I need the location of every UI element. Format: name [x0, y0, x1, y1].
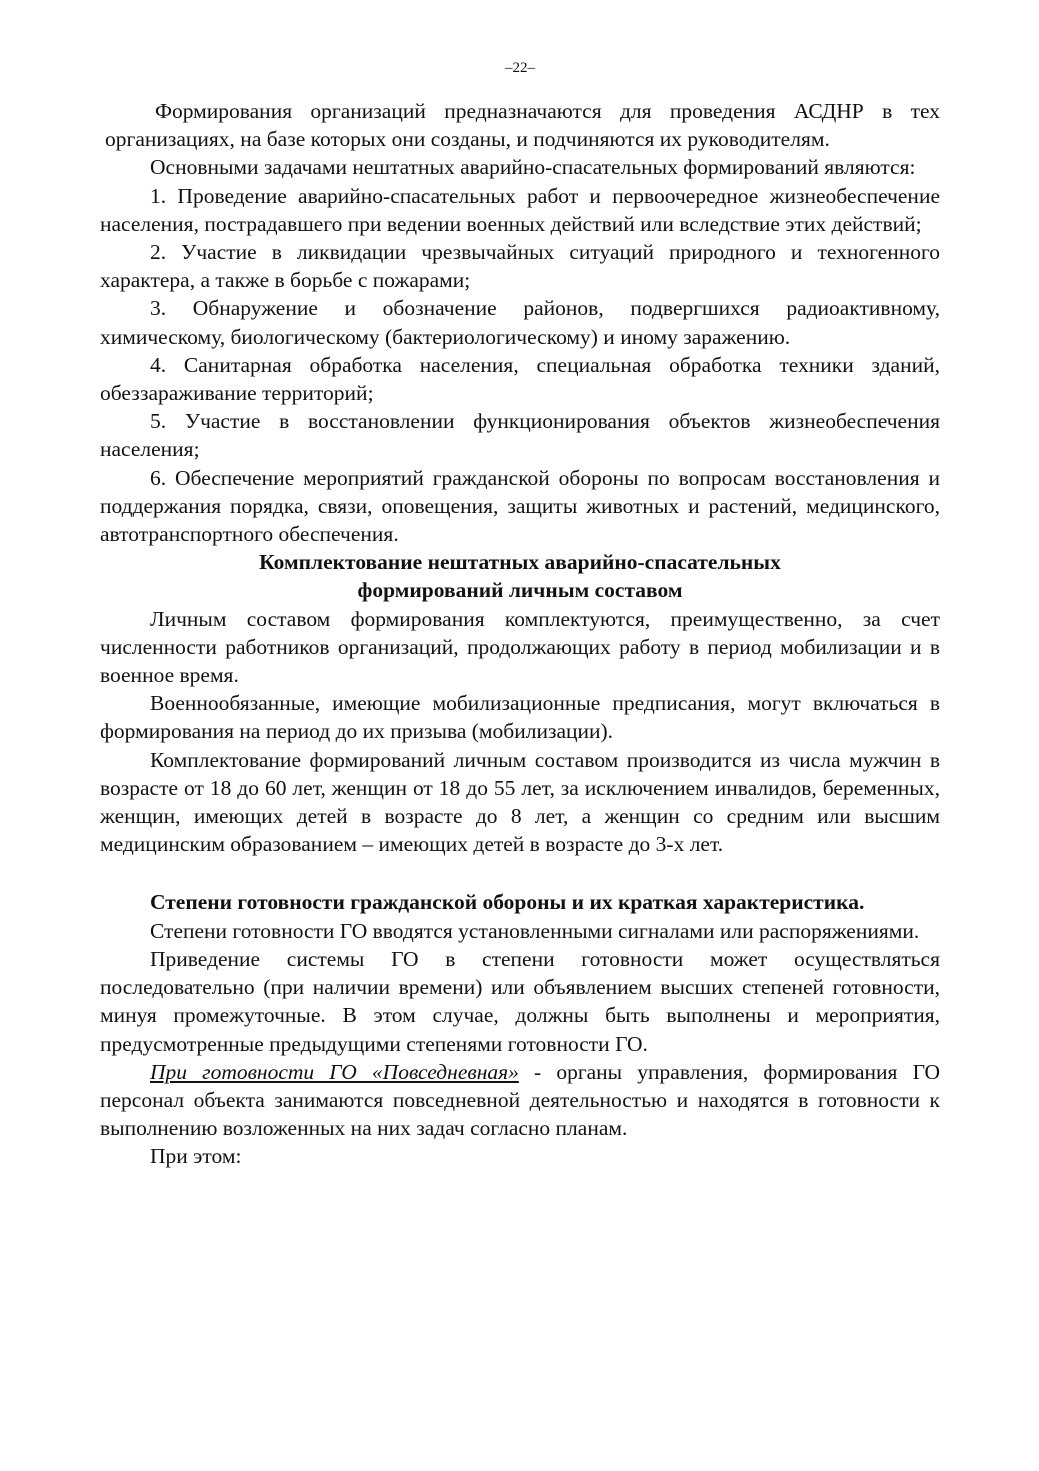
daily-readiness-label: При готовности ГО «Повседневная» — [150, 1059, 519, 1084]
paragraph-readiness-signals: Степени готовности ГО вводятся установленными сигналами или распоряжениями. — [150, 918, 920, 943]
list-item-task-3: 3. Обнаружение и обозначение районов, подвергшихся радиоактивному, химическому, биологическому (бактериологическому) и иному заражению. — [100, 296, 940, 349]
list-item-task-6: 6. Обеспечение мероприятий гражданской обороны по вопросам восстановления и поддержания порядка, связи, оповещения, защиты животных и растений, медицинского, автотранспортного обеспечения. — [100, 465, 940, 547]
section-heading-staffing-line1: Комплектование нештатных аварийно-спасательных — [259, 550, 781, 575]
document-page — [100, 58, 940, 1171]
paragraph-formations: Формирования организаций предназначаются для проведения АСДНР в тех организациях, на базе которых они созданы, и подчиняются их руководителям. — [105, 99, 940, 152]
list-item-task-4: 4. Санитарная обработка населения, специальная обработка техники зданий, обеззараживание территорий; — [100, 352, 940, 406]
list-item-task-2: 2. Участие в ликвидации чрезвычайных ситуаций природного и техногенного характера, а также в борьбе с пожарами; — [100, 240, 940, 293]
paragraph-tasks-intro: Основными задачами нештатных аварийно-спасательных формирований являются: — [150, 155, 916, 180]
list-item-task-1: 1. Проведение аварийно-спасательных работ и первоочередное жизнеобеспечение населения, пострадавшего при ведении военных действий или вследствие этих действий; — [100, 183, 940, 236]
paragraph-age-criteria: Комплектование формирований личным составом производится из числа мужчин в возрасте от 18 до 60 лет, женщин от 18 до 55 лет, за исключением инвалидов, беременных, женщин, имеющих детей в возрасте до 8 лет, а женщин со средним или высшим медицинским образованием – имеющих детей в возрасте до 3-х лет. — [100, 747, 940, 857]
section-heading-staffing-line2: формирований личным составом — [357, 578, 683, 603]
paragraph-daily-readiness — [100, 1058, 940, 1143]
paragraph-readiness-sequence: Приведение системы ГО в степени готовности может осуществляться последовательно (при наличии времени) или объявлением высших степеней готовности, минуя промежуточные. В этом случае, должны быть выполнены и мероприятия, предусмотренные предыдущими степенями готовности ГО. — [100, 946, 940, 1056]
page-number: –22– — [505, 60, 535, 76]
paragraph-closing: При этом: — [150, 1144, 242, 1169]
daily-readiness-text: - органы управления, формирования ГО персонал объекта занимаются повседневной деятельностью и находятся в готовности к выполнению возложенных на них задач согласно планам. — [100, 1059, 940, 1141]
section-heading-staffing — [100, 548, 940, 604]
list-item-task-5: 5. Участие в восстановлении функционирования объектов жизнеобеспечения населения; — [100, 409, 940, 462]
paragraph-conscripts: Военнообязанные, имеющие мобилизационные предписания, могут включаться в формирования на период до их призыва (мобилизации). — [100, 691, 940, 744]
paragraph-staffing-source: Личным составом формирования комплектуются, преимущественно, за счет численности работников организаций, продолжающих работу в период мобилизации и в военное время. — [100, 606, 940, 688]
section-gap — [100, 858, 940, 888]
section-heading-readiness: Степени готовности гражданской обороны и их краткая характеристика. — [150, 890, 865, 915]
